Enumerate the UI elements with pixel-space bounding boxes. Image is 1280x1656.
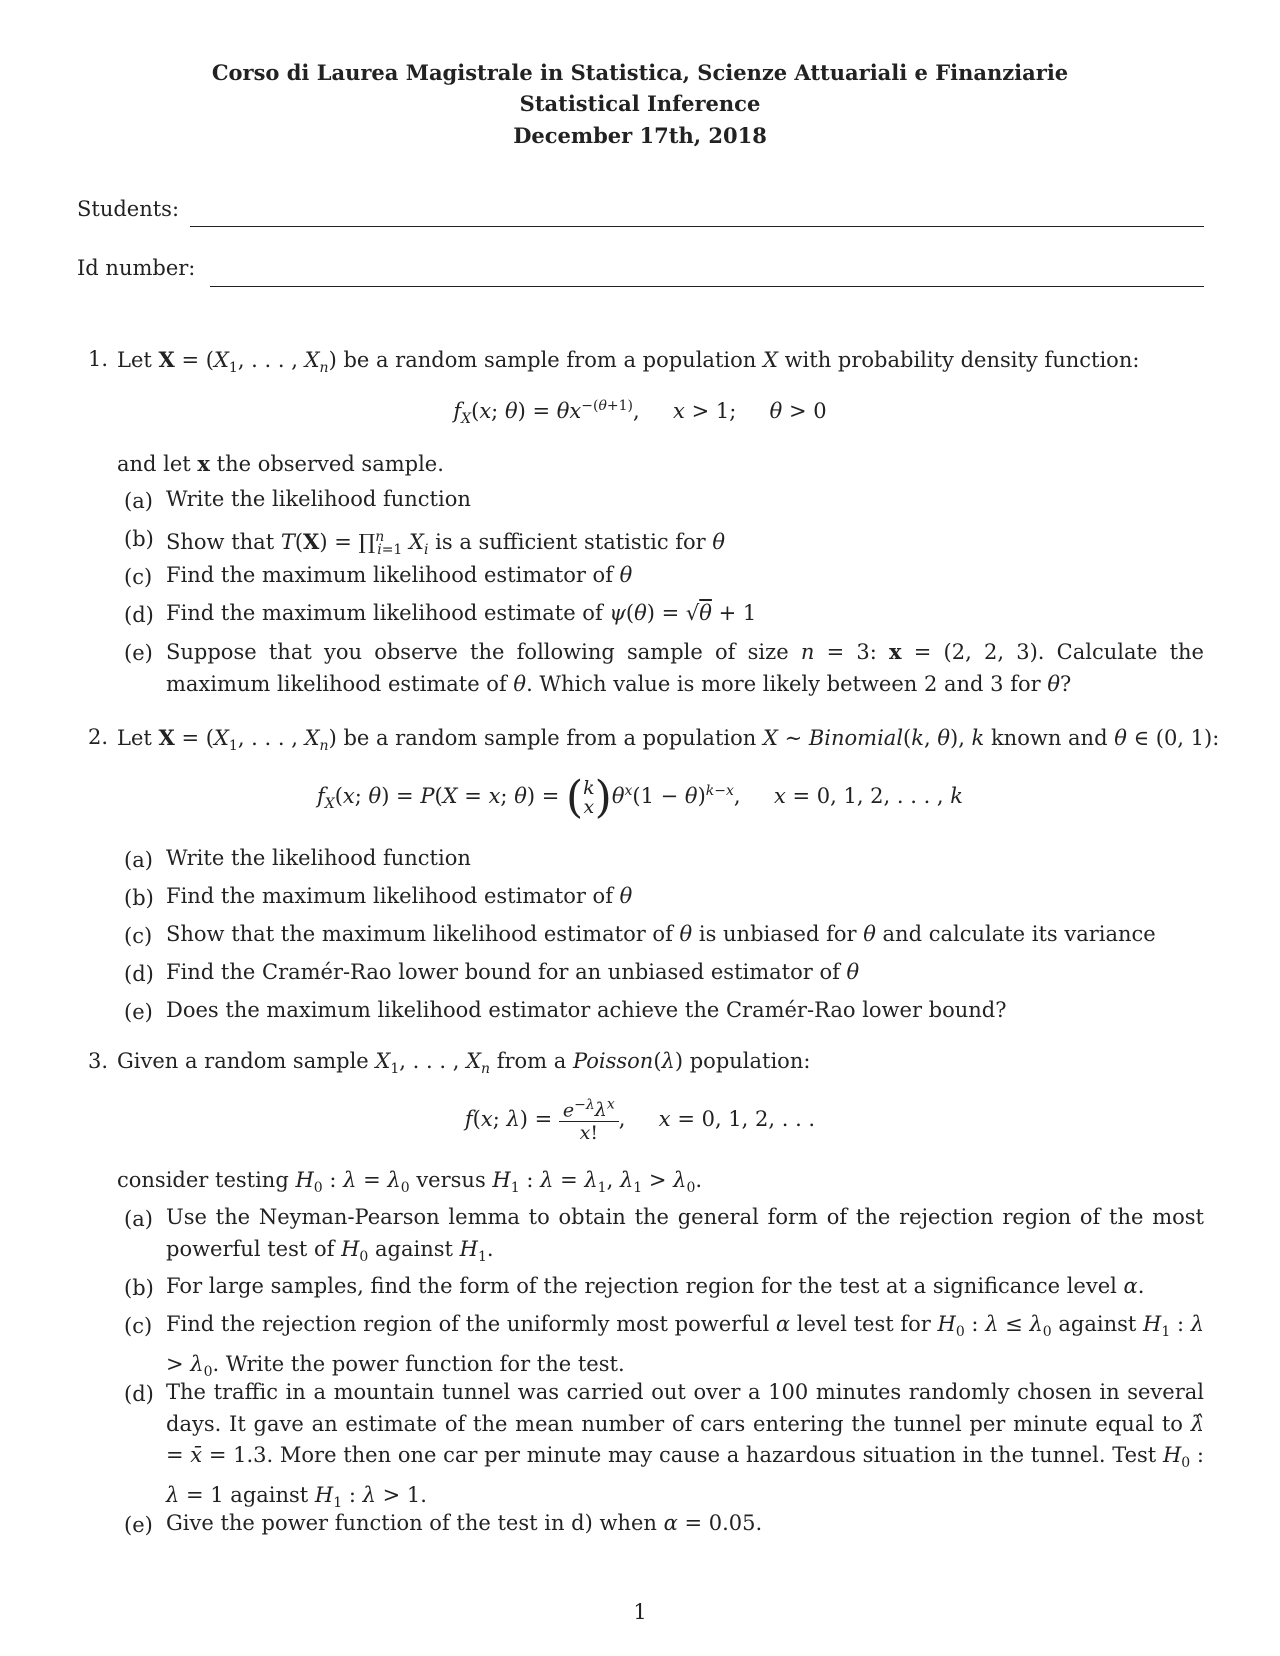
q1-item-d: Find the maximum likelihood estimate of ψ(θ) = √θ + 1: [166, 601, 757, 625]
q3-item-b: For large samples, find the form of the rejection region for the test at a significance level α.: [166, 1274, 1145, 1298]
q3-item-a: Use the Neyman-Pearson lemma to obtain the general form of the rejection region of the most powerful test of $H_0$ against $H_1$.: [166, 1205, 1204, 1265]
q2-item-a-label: (a): [124, 848, 153, 872]
q3-item-d: The traffic in a mountain tunnel was carried out over a 100 minutes randomly chosen in several days. It gave an estimate of the mean number of cars entering the tunnel per minute equal to λ̂ = x̄ = 1.3. More then one car per minute may cause a hazardous situation in the tunnel. Test $H_0$ : λ = 1 against $H_1$ : λ > 1.: [166, 1380, 1204, 1511]
question-3-number: 3.: [88, 1049, 109, 1073]
q2-item-d: Find the Cramér-Rao lower bound for an unbiased estimator of θ: [166, 960, 860, 984]
q2-item-c-label: (c): [124, 924, 153, 948]
q3-item-c: Find the rejection region of the uniformly most powerful α level test for $H_0$ : $\lambda \le \lambda_0$ against $H_1$ : $\lambda > \lambda_0$. Write the power function for the test.: [166, 1312, 1205, 1380]
question-2-pmf-formula: $f_X(x$; θ) = P(X = x; θ) = (k $x)\theta^x(1 - \theta)^{k-x}$, x = 0, 1, 2, . . . , k: [316, 772, 964, 823]
q2-item-b-label: (b): [124, 886, 154, 910]
id-number-line[interactable]: [210, 286, 1204, 287]
q2-item-c: Show that the maximum likelihood estimator of θ is unbiased for θ and calculate its variance: [166, 922, 1156, 946]
question-1-number: 1.: [88, 347, 109, 371]
q1-item-d-label: (d): [124, 603, 154, 627]
q3-item-a-label: (a): [124, 1207, 153, 1231]
students-label: Students:: [77, 197, 180, 221]
question-3-poisson-formula: f(x; λ) = $\frac{e^{-\lambda}\lambda^x}{x!}$ , x = 0, 1, 2, . . .: [464, 1097, 816, 1145]
q1-item-e-label: (e): [124, 641, 153, 665]
q1-item-a-label: (a): [124, 489, 153, 513]
q3-item-d-label: (d): [124, 1382, 154, 1406]
course-title: Corso di Laurea Magistrale in Statistica, Scienze Attuariali e Finanziarie: [211, 60, 1069, 85]
q3-item-b-label: (b): [124, 1276, 154, 1300]
question-1-observed-sample: and let x the observed sample.: [117, 451, 444, 476]
question-3-hypotheses: consider testing $H_0$ : $\lambda = \lambda_0$ versus $H_1$ : $\lambda = \lambda_1$, $\lambda_1 > \lambda_0$.: [117, 1168, 703, 1197]
q1-item-c: Find the maximum likelihood estimator of θ: [166, 563, 633, 587]
q2-item-d-label: (d): [124, 962, 154, 986]
q2-item-e-label: (e): [124, 1000, 153, 1024]
question-1-density-formula: $f_X(x$; $\theta) = \theta x^{-(\theta+1)}$, x > 1; θ > 0: [453, 398, 827, 428]
question-2-intro: Let $X = (X_1$, . . . , $X_n$) be a random sample from a population X ∼ Binomial(k, θ), k known and θ ∈ (0, 1):: [117, 725, 1220, 755]
q2-item-e: Does the maximum likelihood estimator achieve the Cramér-Rao lower bound?: [166, 998, 1007, 1022]
q3-item-e-label: (e): [124, 1513, 153, 1537]
q2-item-a: Write the likelihood function: [166, 846, 471, 870]
question-1-intro: Let $X = (X_1$, . . . , $X_n$) be a random sample from a population X with probability density function:: [117, 347, 1140, 377]
q1-item-b-label: (b): [124, 527, 154, 551]
q2-item-b: Find the maximum likelihood estimator of θ: [166, 884, 633, 908]
page-number: 1: [633, 1600, 647, 1624]
question-3-intro: Given a random sample $X_1$, . . . , $X_n$ from a Poisson(λ) population:: [117, 1049, 811, 1078]
students-line[interactable]: [190, 226, 1204, 227]
q1-item-b: Show that T(X) = ∏$^n_{i=1}$ $X_i$ is a sufficient statistic for θ: [166, 529, 726, 559]
q1-item-c-label: (c): [124, 565, 153, 589]
q1-item-e: Suppose that you observe the following sample of size n = 3: x = (2, 2, 3). Calculate the maximum likelihood estimate of θ. Which value is more likely between 2 and 3 for θ?: [166, 639, 1204, 696]
id-number-label: Id number:: [77, 256, 196, 280]
q3-item-e: Give the power function of the test in d) when α = 0.05.: [166, 1511, 763, 1535]
exam-date: December 17th, 2018: [513, 123, 767, 148]
question-2-number: 2.: [88, 725, 109, 749]
q3-item-c-label: (c): [124, 1314, 153, 1338]
q1-item-a: Write the likelihood function: [166, 487, 471, 511]
exam-subject: Statistical Inference: [519, 91, 761, 116]
